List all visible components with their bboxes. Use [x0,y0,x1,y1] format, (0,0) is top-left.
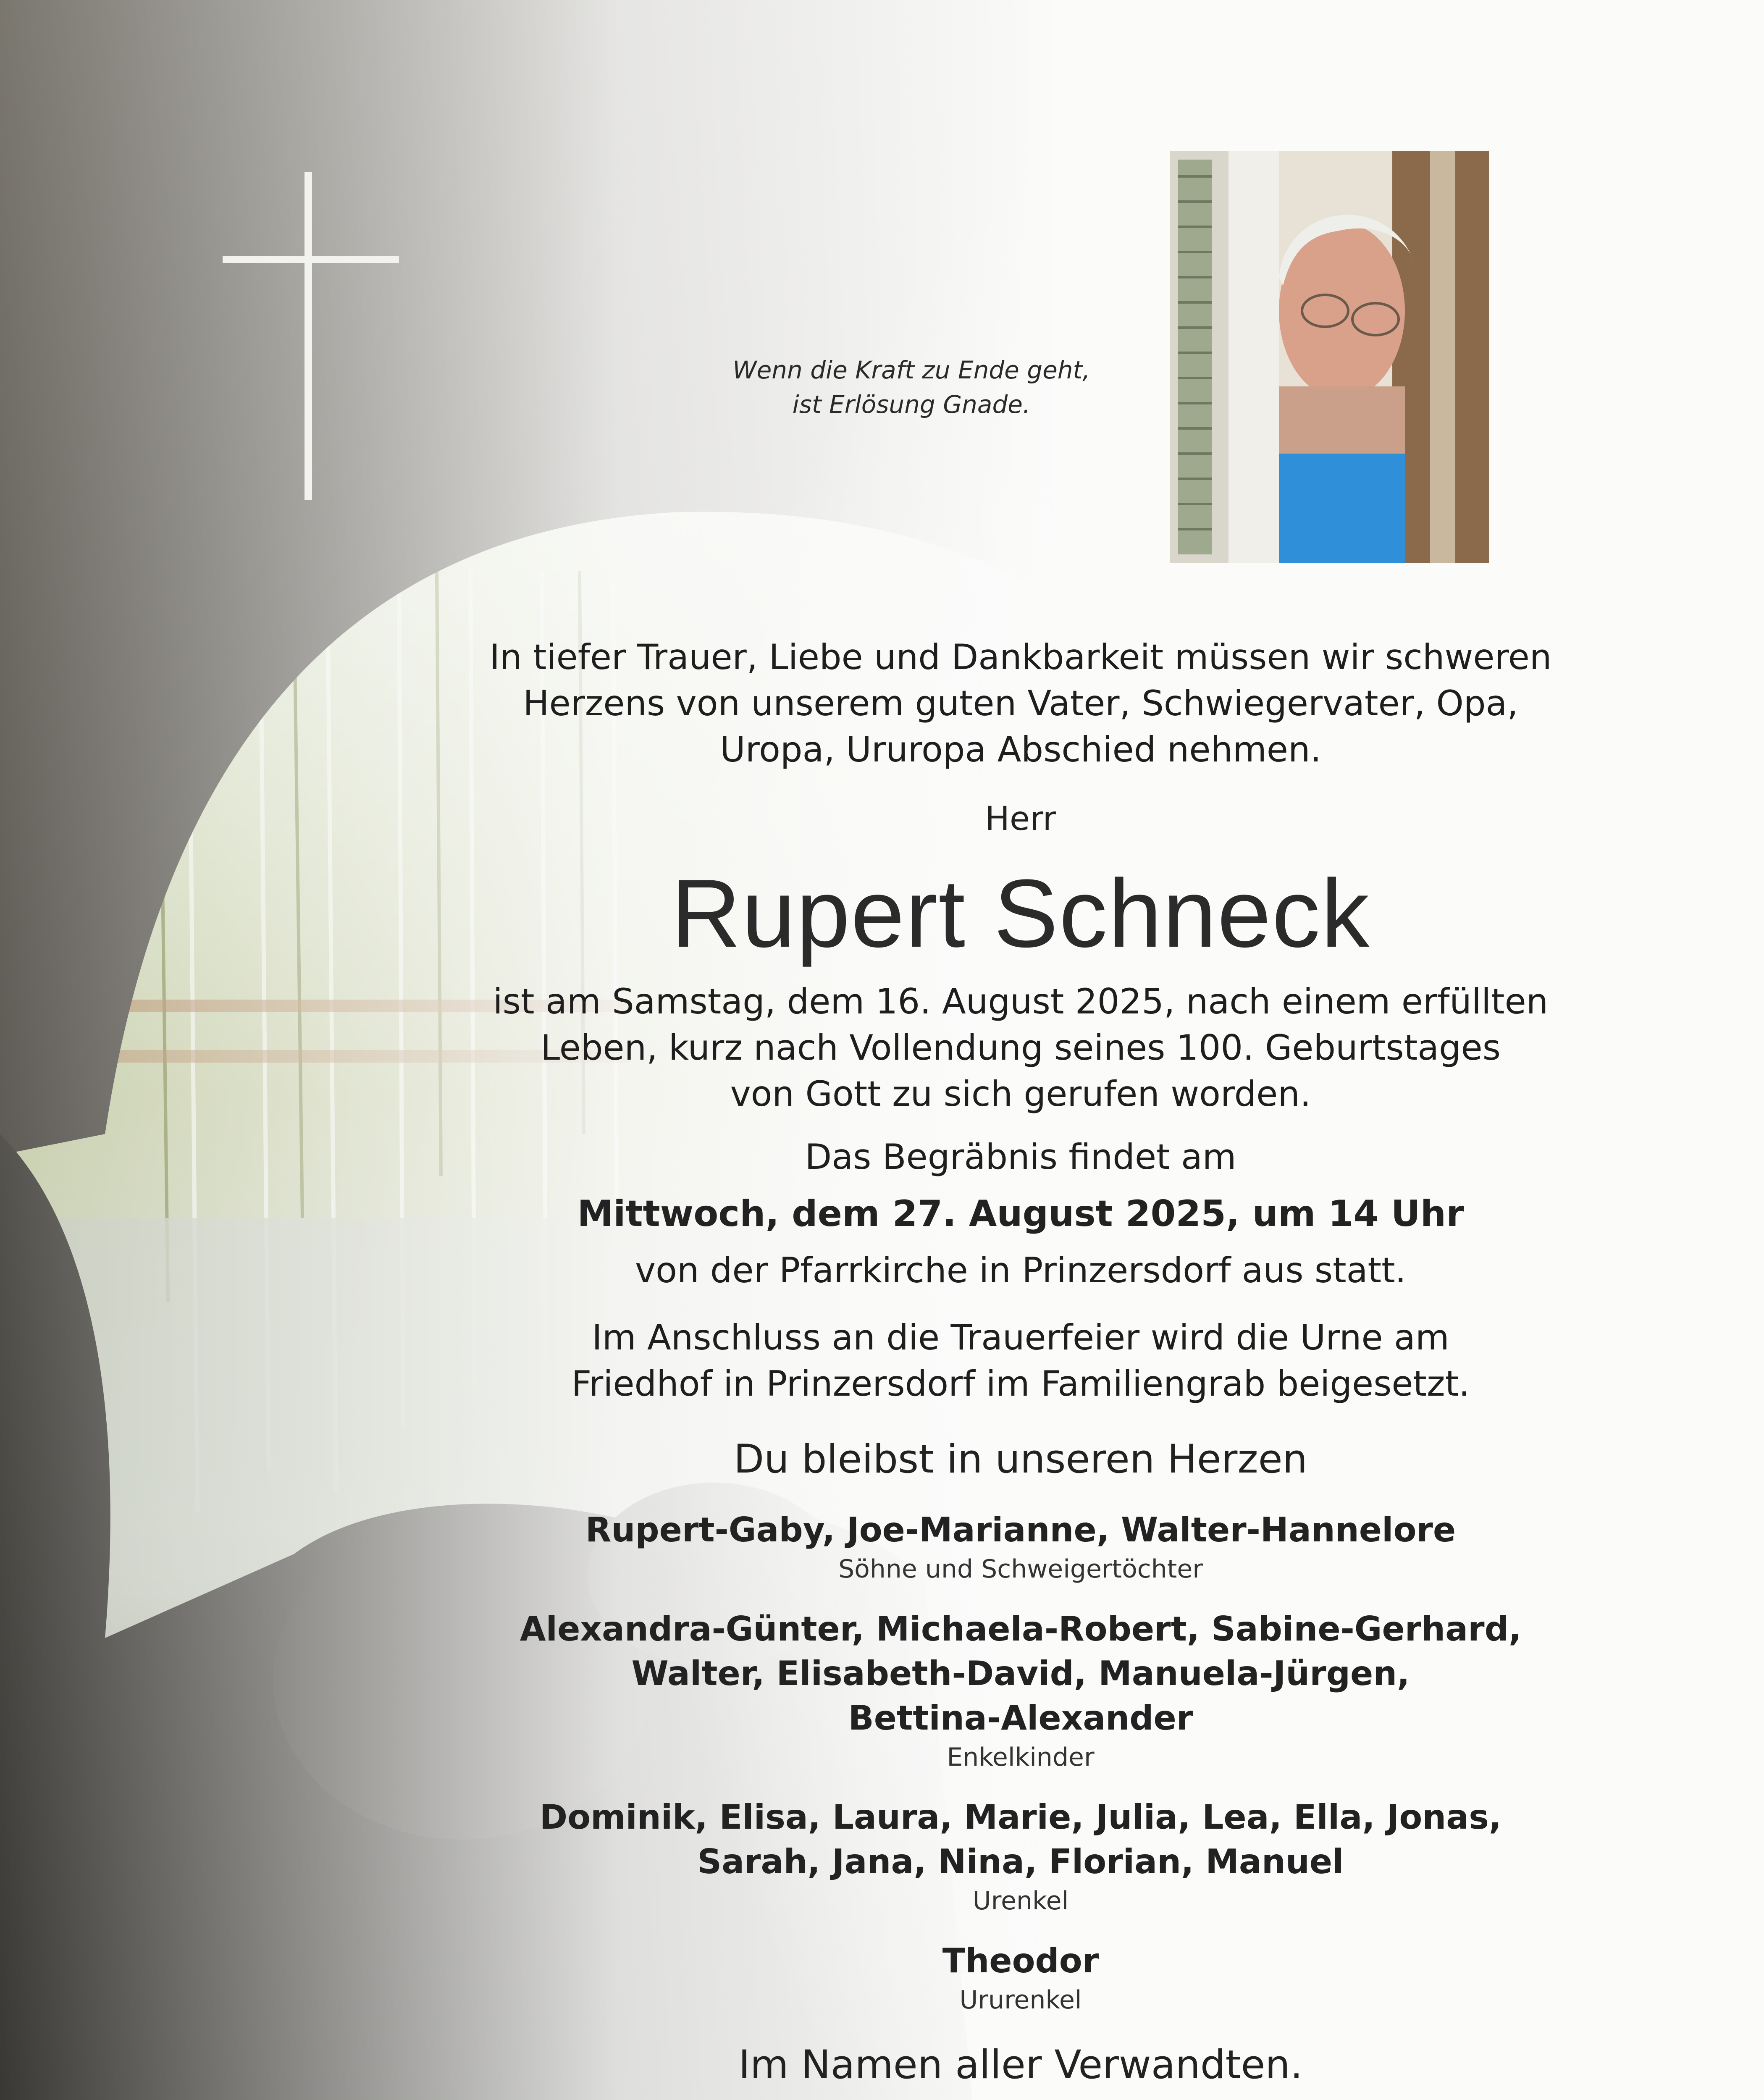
family-names: Bettina-Alexander [848,1698,1193,1738]
remembrance-line: Du bleibst in unseren Herzen [733,1436,1308,1482]
intro-line-1: In tiefer Trauer, Liebe und Dankbarkeit müssen wir schweren [489,637,1552,677]
intro-paragraph [437,634,1604,773]
funeral-date: Mittwoch, dem 27. August 2025, um 14 Uhr [577,1193,1464,1235]
family-relation: Ururenkel [959,1985,1082,2015]
death-line-3: von Gott zu sich gerufen worden. [730,1074,1311,1114]
urn-line-1: Im Anschluss an die Trauerfeier wird die Urne am [592,1317,1449,1358]
intro-line-2: Herzens von unserem guten Vater, Schwiegervater, Opa, [523,683,1518,724]
closing-line: Im Namen aller Verwandten. [738,2042,1303,2088]
quote-line-1: Wenn die Kraft zu Ende geht, [732,356,1090,384]
death-paragraph [437,979,1604,1117]
funeral-intro: Das Begräbnis findet am [805,1137,1236,1177]
portrait-photo [1170,151,1489,563]
funeral-place: von der Pfarrkirche in Prinzersdorf aus statt. [635,1250,1406,1291]
intro-line-3: Uropa, Ururopa Abschied nehmen. [720,729,1321,770]
urn-line-2: Friedhof in Prinzersdorf im Familiengrab beigesetzt. [571,1363,1470,1404]
salutation: Herr [985,800,1056,838]
family-relation: Söhne und Schweigertöchter [838,1554,1203,1584]
family-relation: Enkelkinder [947,1743,1095,1772]
family-names: Sarah, Jana, Nina, Florian, Manuel [697,1842,1344,1881]
family-relation: Urenkel [972,1886,1069,1916]
family-names: Alexandra-Günter, Michaela-Robert, Sabine-Gerhard, [520,1609,1522,1648]
family-group-great-grandchildren [437,1795,1604,1918]
quote-line-2: ist Erlösung Gnade. [792,390,1031,419]
death-line-2: Leben, kurz nach Vollendung seines 100. Geburtstages [541,1027,1501,1068]
quote [655,353,1168,422]
family-names: Rupert-Gaby, Joe-Marianne, Walter-Hannelore [585,1510,1456,1549]
cross-icon [223,172,399,500]
family-names: Theodor [942,1941,1099,1980]
family-group-grandchildren [437,1607,1604,1774]
family-group-sons [437,1508,1604,1586]
family-group-great-great-grandchildren [437,1939,1604,2017]
family-names: Dominik, Elisa, Laura, Marie, Julia, Lea, Ella, Jonas, [539,1798,1502,1837]
family-names: Walter, Elisabeth-David, Manuela-Jürgen, [631,1654,1410,1693]
obituary-text [437,634,1604,2100]
death-line-1: ist am Samstag, dem 16. August 2025, nach einem erfüllten [493,981,1549,1022]
urn-paragraph [437,1315,1604,1407]
deceased-name: Rupert Schneck [671,859,1370,967]
